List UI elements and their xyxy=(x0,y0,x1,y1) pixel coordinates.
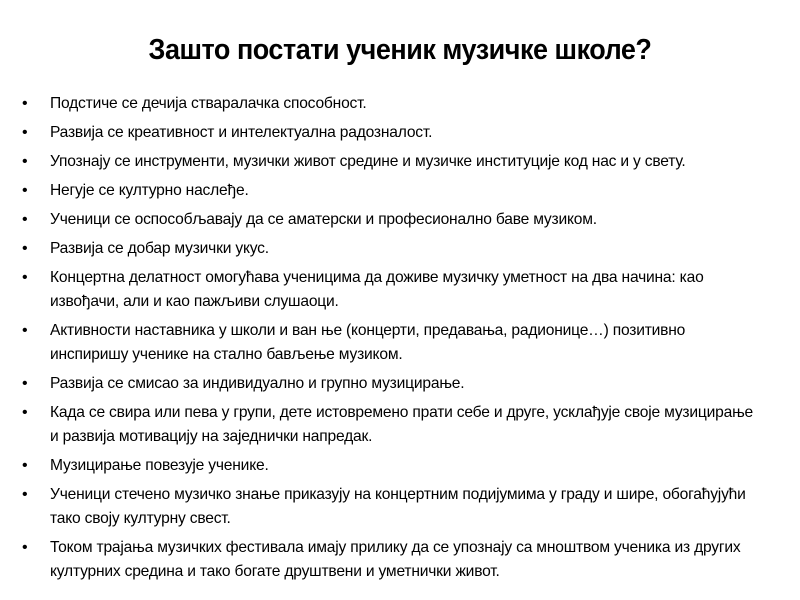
bullet-text: Негује се културно наслеђе. xyxy=(50,182,249,199)
bullet-icon: • xyxy=(22,375,28,392)
bullet-text: Концертна делатност омогућава ученицима да доживе музичку уметност на два начина: као извођачи, али и као пажљиви слушаоци. xyxy=(50,269,704,310)
bullet-icon: • xyxy=(22,211,28,228)
bullet-icon: • xyxy=(22,539,28,556)
list-item xyxy=(22,536,762,584)
bullet-text: Музицирање повезује ученике. xyxy=(50,457,269,474)
list-item xyxy=(22,237,762,261)
list-item xyxy=(22,372,762,396)
list-item xyxy=(22,266,762,314)
bullet-text: Развија се добар музички укус. xyxy=(50,240,269,257)
bullet-text: Ученици стечено музичко знање приказују на концертним подијумима у граду и шире, обогаћујући тако своју културну свест. xyxy=(50,486,746,527)
list-item xyxy=(22,483,762,531)
bullet-list xyxy=(22,92,762,589)
list-item xyxy=(22,319,762,367)
bullet-text: Упознају се инструменти, музички живот средине и музичке институције код нас и у свету. xyxy=(50,153,686,170)
bullet-icon: • xyxy=(22,269,28,286)
bullet-text: Ученици се оспособљавају да се аматерски и професионално баве музиком. xyxy=(50,211,597,228)
bullet-text: Када се свира или пева у групи, дете истовремено прати себе и друге, усклађује своје музицирање и развија мотивацију на заједнички напредак. xyxy=(50,404,754,445)
bullet-icon: • xyxy=(22,486,28,503)
bullet-icon: • xyxy=(22,404,28,421)
bullet-text: Током трајања музичких фестивала имају прилику да се упознају са мноштвом ученика из других културних средина и тако богате друштвени и уметнички живот. xyxy=(50,539,741,580)
bullet-text: Активности наставника у школи и ван ње (концерти, предавања, радионице…) позитивно инспиришу ученике на стално бављење музиком. xyxy=(50,322,686,363)
list-item xyxy=(22,401,762,449)
bullet-icon: • xyxy=(22,240,28,257)
list-item xyxy=(22,121,762,145)
bullet-text: Развија се креативност и интелектуална радозналост. xyxy=(50,124,433,141)
bullet-icon: • xyxy=(22,95,28,112)
bullet-text: Развија се смисао за индивидуално и групно музицирање. xyxy=(50,375,465,392)
bullet-icon: • xyxy=(22,153,28,170)
bullet-icon: • xyxy=(22,124,28,141)
list-item xyxy=(22,454,762,478)
bullet-text: Подстиче се дечија стваралачка способност. xyxy=(50,95,367,112)
bullet-icon: • xyxy=(22,182,28,199)
bullet-icon: • xyxy=(22,457,28,474)
bullet-icon: • xyxy=(22,322,28,339)
slide-title: Зашто постати ученик музичке школе? xyxy=(148,34,652,66)
list-item xyxy=(22,92,762,116)
list-item xyxy=(22,150,762,174)
list-item xyxy=(22,208,762,232)
list-item xyxy=(22,179,762,203)
